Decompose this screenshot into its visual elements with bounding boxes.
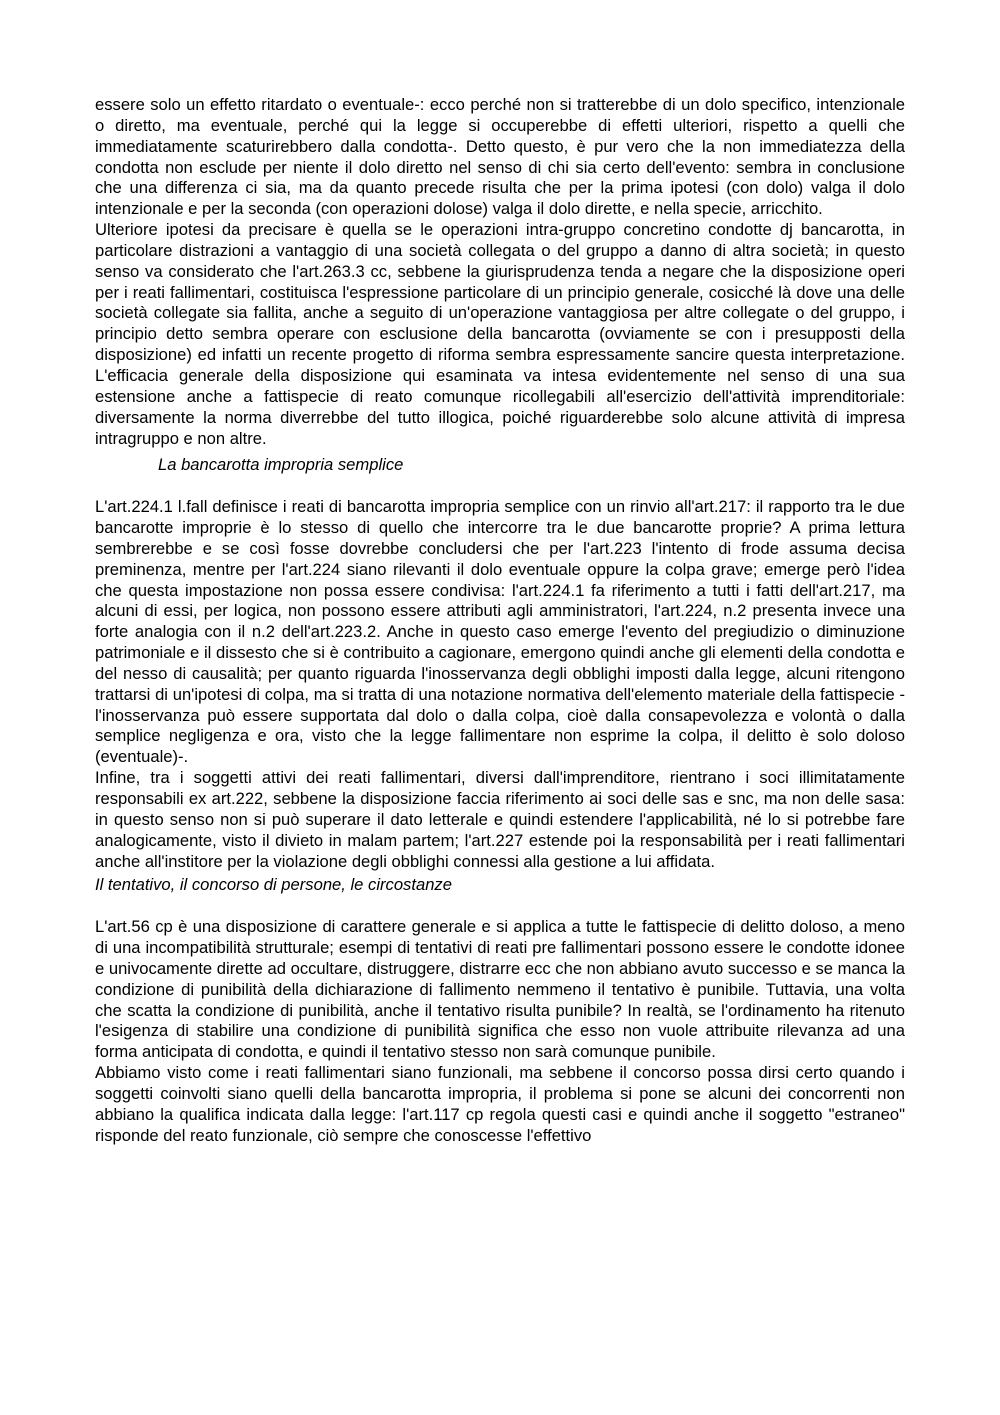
section-heading: Il tentativo, il concorso di persone, le circostanze xyxy=(95,875,452,895)
document-page xyxy=(95,95,905,1147)
paragraph: Ulteriore ipotesi da precisare è quella se le operazioni intra-gruppo concretino condotte dj bancarotta, in particolare distrazioni a vantaggio di una società collegata o del gruppo a danno di altra società; in questo senso va considerato che l'art.263.3 cc, sebbene la giurisprudenza tenda a negare che la disposizione operi per i reati fallimentari, costituisca l'espressione particolare di un principio generale, cosicché là dove una delle società collegate sia fallita, anche a seguito di un'operazione vantaggiosa per altre collegate o del gruppo, i principio detto sembra operare con esclusione della bancarotta (ovviamente se con i presupposti della disposizione) ed infatti un recente progetto di riforma sembra espressamente sancire questa interpretazione. L'efficacia generale della disposizione qui esaminata va intesa evidentemente nel senso di una sua estensione anche a fattispecie di reato comunque ricollegabili all'esercizio dell'attività imprenditoriale: diversamente la norma diverrebbe del tutto illogica, poiché riguarderebbe solo alcune attività di impresa intragruppo e non altre. xyxy=(95,220,905,448)
paragraph: L'art.224.1 l.fall definisce i reati di bancarotta impropria semplice con un rinvio all'art.217: il rapporto tra le due bancarotte improprie è lo stesso di quello che intercorre tra le due bancarotte proprie? A prima lettura sembrerebbe e se così fosse dovrebbe concludersi che per l'art.223 l'intento di frode assuma decisa preminenza, mentre per l'art.224 siano rilevanti il dolo eventuale oppure la colpa grave; emerge però l'idea che questa impostazione non possa essere condivisa: l'art.224.1 fa riferimento a tutti i fatti dell'art.217, ma alcuni di essi, per logica, non possono essere attributi agli amministratori, l'art.224, n.2 presenta invece una forte analogia con il n.2 dell'art.223.2. Anche in questo caso emerge l'evento del pregiudizio o diminuzione patrimoniale e il dissesto che si è contribuito a cagionare, emergono quindi anche gli elementi della condotta e del nesso di causalità; per quanto riguarda l'inosservanza degli obblighi imposti dalla legge, alcuni ritengono trattarsi di un'ipotesi di colpa, ma si tratta di una notazione normativa dell'elemento materiale della fattispecie -l'inosservanza può essere supportata dal dolo o dalla colpa, cioè dalla consapevolezza e volontà o dalla semplice negligenza e ora, visto che la legge fallimentare non esprime la colpa, il delitto è solo doloso (eventuale)-. xyxy=(95,497,905,767)
paragraph: Abbiamo visto come i reati fallimentari siano funzionali, ma sebbene il concorso possa dirsi certo quando i soggetti coinvolti siano quelli della bancarotta impropria, il problema si pone se alcuni dei concorrenti non abbiano la qualifica indicata dalla legge: l'art.117 cp regola questi casi e quindi anche il soggetto "estraneo" risponde del reato funzionale, ciò sempre che conoscesse l'effettivo xyxy=(95,1063,905,1145)
paragraph: Infine, tra i soggetti attivi dei reati fallimentari, diversi dall'imprenditore, rientrano i soci illimitatamente responsabili ex art.222, sebbene la disposizione faccia riferimento ai soci delle sas e snc, ma non delle sasa: in questo senso non si può superare il dato letterale e quindi estendere l'applicabilità, né lo si potrebbe fare analogicamente, visto il divieto in malam partem; l'art.227 estende poi la responsabilità per i reati fallimentari anche all'institore per la violazione degli obblighi connessi alla gestione a lui affidata. xyxy=(95,768,905,871)
paragraph: essere solo un effetto ritardato o eventuale-: ecco perché non si tratterebbe di un dolo specifico, intenzionale o diretto, ma eventuale, perché qui la legge si occuperebbe di effetti ulteriori, rispetto a quelli che immediatamente scaturirebbero dalla condotta-. Detto questo, è pur vero che la non immediatezza della condotta non esclude per niente il dolo diretto nel senso di chi sia certo dell'evento: sembra in conclusione che una differenza ci sia, ma da quanto precede risulta che per la prima ipotesi (con dolo) valga il dolo intenzionale e per la seconda (con operazioni dolose) valga il dolo direttе, e nella specie, arricchito. xyxy=(95,95,905,219)
paragraph: L'art.56 cp è una disposizione di carattere generale e si applica a tutte le fattispecie di delitto doloso, a meno di una incompatibilità strutturale; esempi di tentativi di reati pre fallimentari possono essere le condotte idonee e univocamente dirette ad occultare, distruggere, distrarre ecc che non abbiano avuto successo e se manca la condizione di punibilità della dichiarazione di fallimento nemmeno il tentativo è punibile. Tuttavia, una volta che scatta la condizione di punibilità, anche il tentativo risulta punibile? In realtà, se l'ordinamento ha ritenuto l'esigenza di stabilire una condizione di punibilità significa che esso non vuole attribuite rilevanza ad una forma anticipata di condotta, e quindi il tentativo stesso non sarà comunque punibile. xyxy=(95,917,905,1062)
section-heading: La bancarotta impropria semplice xyxy=(158,455,404,475)
